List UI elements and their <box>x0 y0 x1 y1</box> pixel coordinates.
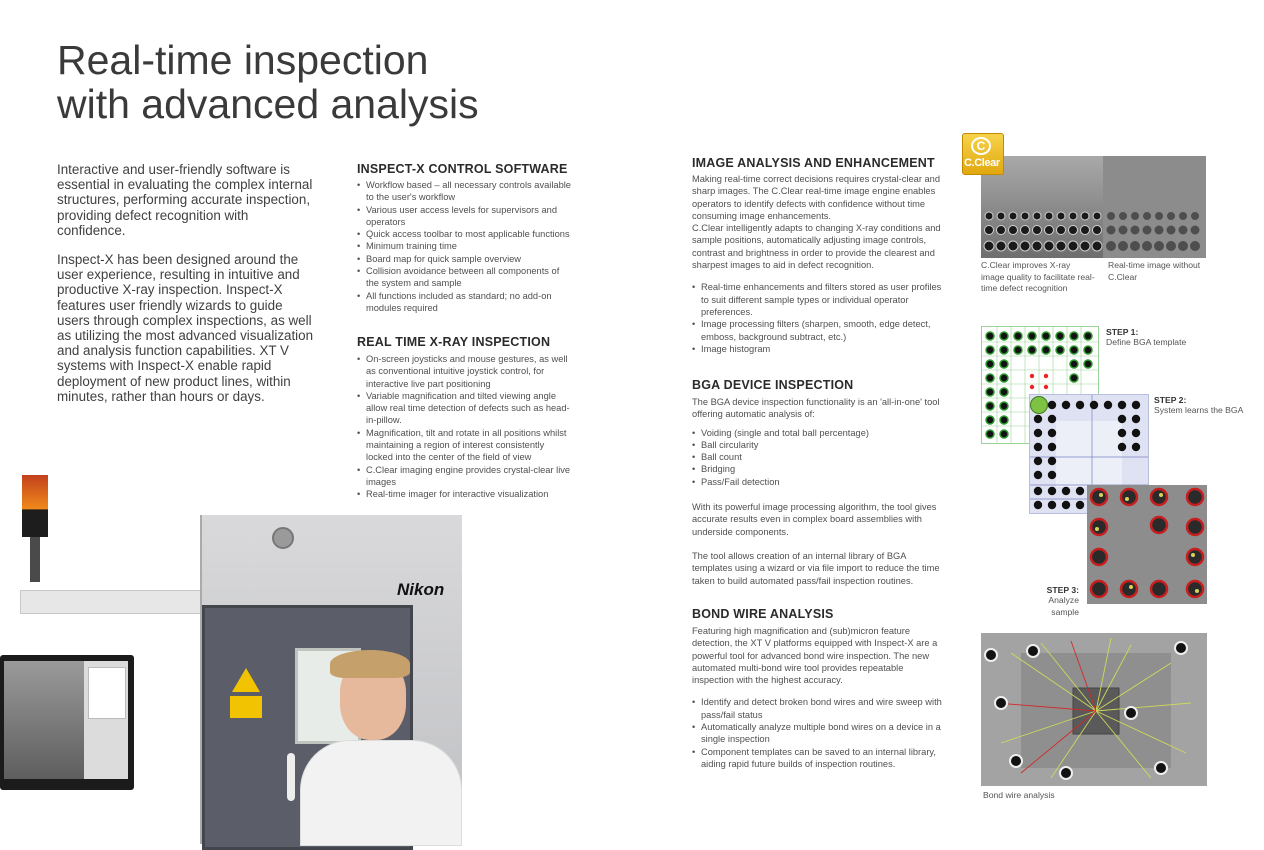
cclear-caption: C.Clear improves X-ray image quality to facilitate real-time defect recognition <box>981 260 1095 293</box>
bga-p1: The BGA device inspection functionality is an 'all-in-one' tool offering automatic analysis of: <box>692 397 940 420</box>
list-item: • Pass/Fail detection <box>692 476 946 488</box>
bond-wire-caption: Bond wire analysis <box>983 790 1055 800</box>
cabinet-knob <box>272 527 294 549</box>
step1-heading: STEP 1: <box>1106 327 1139 337</box>
list-item: • Quick access toolbar to most applicable functions <box>357 228 572 240</box>
monitor-arm <box>20 590 212 614</box>
list-item: • Real-time enhancements and filters stored as user profiles to suit different sample types or individual operator preferences. <box>692 281 946 318</box>
intro-paragraph-2: Inspect-X has been designed around the user experience, resulting in intuitive and productive X-ray inspection. Inspect-X features user friendly wizards to guide users through complex inspections, as well as utilizing the most advanced visualization and analysis function capabilities. XT V systems with Inspect-X enable rapid deployment of new product lines, within minutes, rather than hours or days. <box>57 252 314 404</box>
list-item: • Workflow based – all necessary controls available to the user's workflow <box>357 179 572 204</box>
caution-label <box>230 696 262 718</box>
cclear-badge-label: C.Clear <box>964 157 1000 169</box>
step1-text: Define BGA template <box>1106 337 1187 347</box>
list-item: • C.Clear imaging engine provides crystal-clear live images <box>357 464 572 489</box>
list-item: • Image histogram <box>692 343 946 355</box>
screen-xray-view <box>4 661 84 779</box>
bond-wire-image <box>981 633 1207 786</box>
door-handle <box>287 753 295 801</box>
list-item: • Ball count <box>692 451 946 463</box>
signal-tower <box>22 475 48 537</box>
list-item: • On-screen joysticks and mouse gestures, as well as conventional intuitive joystick control, for interactive live part positioning <box>357 353 572 390</box>
list-item: • Collision avoidance between all components of the system and sample <box>357 265 572 290</box>
no-cclear-caption: Real-time image without C.Clear <box>1108 260 1201 282</box>
list-item: • Minimum training time <box>357 240 572 252</box>
monitor-screen <box>4 661 128 779</box>
screen-panel <box>88 667 126 719</box>
step3-text: Analyze sample <box>1048 595 1079 617</box>
bond-heading: BOND WIRE ANALYSIS <box>692 607 834 621</box>
bga-step3-analyze <box>1087 485 1207 604</box>
machine-photo <box>0 460 460 844</box>
bond-p1: Featuring high magnification and (sub)micron feature detection, the XT V platforms equipped with Inspect-X are a powerful tool for advanced bond wire inspection. The new automated multi-bond wire tool provides repeatable inspection with the highest accuracy. <box>692 626 938 686</box>
list-item: • Bridging <box>692 463 946 475</box>
step2-heading: STEP 2: <box>1154 395 1187 405</box>
inspectx-section <box>357 162 572 314</box>
no-cclear-xray-image <box>1103 156 1206 258</box>
list-item: • Automatically analyze multiple bond wires on a device in a single inspection <box>692 721 946 746</box>
signal-tower-pole <box>30 537 40 582</box>
bga-list <box>692 427 946 488</box>
inspectx-list <box>357 179 572 314</box>
bond-section <box>692 607 946 770</box>
bga-heading: BGA DEVICE INSPECTION <box>692 378 854 392</box>
list-item: • Component templates can be saved to an internal library, aiding rapid future builds of inspection routines. <box>692 746 946 771</box>
bga-p2: With its powerful image processing algorithm, the tool gives accurate results even in complex board assemblies with underside components. <box>692 502 937 537</box>
list-item: • Board map for quick sample overview <box>357 253 572 265</box>
image-analysis-heading: IMAGE ANALYSIS AND ENHANCEMENT <box>692 156 935 170</box>
list-item: • All functions included as standard; no add-on modules required <box>357 290 572 315</box>
intro-paragraph-1: Interactive and user-friendly software is essential in evaluating the complex internal structures, performing accurate inspection, providing defect recognition with confidence. <box>57 162 313 238</box>
list-item: • Voiding (single and total ball percentage) <box>692 427 946 439</box>
step3-label <box>1022 585 1079 618</box>
list-item: • Magnification, tilt and rotate in all positions whilst maintaining a region of interest consistently locked into the center of the field of view <box>357 427 572 464</box>
image-analysis-p1: Making real-time correct decisions requires crystal-clear and sharp images. The C.Clear real-time image engine enables operators to identify defects with confidence without time consuming image enhancements. <box>692 174 941 221</box>
list-item: • Image processing filters (sharpen, smooth, edge detect, emboss, background subtract, etc.) <box>692 318 946 343</box>
image-analysis-p2: C.Clear intelligently adapts to changing X-ray conditions and sample positions, automatically adjusting image controls, contrast and brightness in order to provide the clearest and sharpest images to aid in defect recognition. <box>692 223 941 271</box>
image-analysis-section <box>692 156 946 355</box>
page-title: Real-time inspection with advanced analysis <box>57 37 479 127</box>
list-item: • Various user access levels for supervisors and operators <box>357 204 572 229</box>
list-item: • Variable magnification and tilted viewing angle allow real time detection of defects such as head-in-pillow. <box>357 390 572 427</box>
step2-label <box>1154 395 1243 417</box>
bga-section <box>692 378 946 587</box>
bond-list <box>692 696 946 770</box>
template-marker-icon <box>1030 396 1048 414</box>
list-item: • Identify and detect broken bond wires and wire sweep with pass/fail status <box>692 696 946 721</box>
nikon-logo: Nikon <box>397 580 445 599</box>
step2-text: System learns the BGA <box>1154 405 1244 415</box>
operator-coat <box>300 740 462 846</box>
realtime-heading: REAL TIME X-RAY INSPECTION <box>357 335 551 349</box>
image-analysis-list <box>692 281 946 355</box>
cclear-logo-icon: C <box>971 137 991 155</box>
operator-hair <box>330 650 410 678</box>
radiation-warning-icon <box>232 668 260 692</box>
inspectx-heading: INSPECT-X CONTROL SOFTWARE <box>357 162 568 176</box>
step3-heading: STEP 3: <box>1046 585 1079 595</box>
bga-p3: The tool allows creation of an internal library of BGA templates using a wizard or via file import to reduce the time taken to build automated pass/fail inspection routines. <box>692 550 940 586</box>
list-item: • Real-time imager for interactive visualization <box>357 488 572 500</box>
cclear-badge <box>962 133 1004 175</box>
monitor <box>0 655 134 790</box>
list-item: • Ball circularity <box>692 439 946 451</box>
step1-label <box>1106 327 1186 349</box>
